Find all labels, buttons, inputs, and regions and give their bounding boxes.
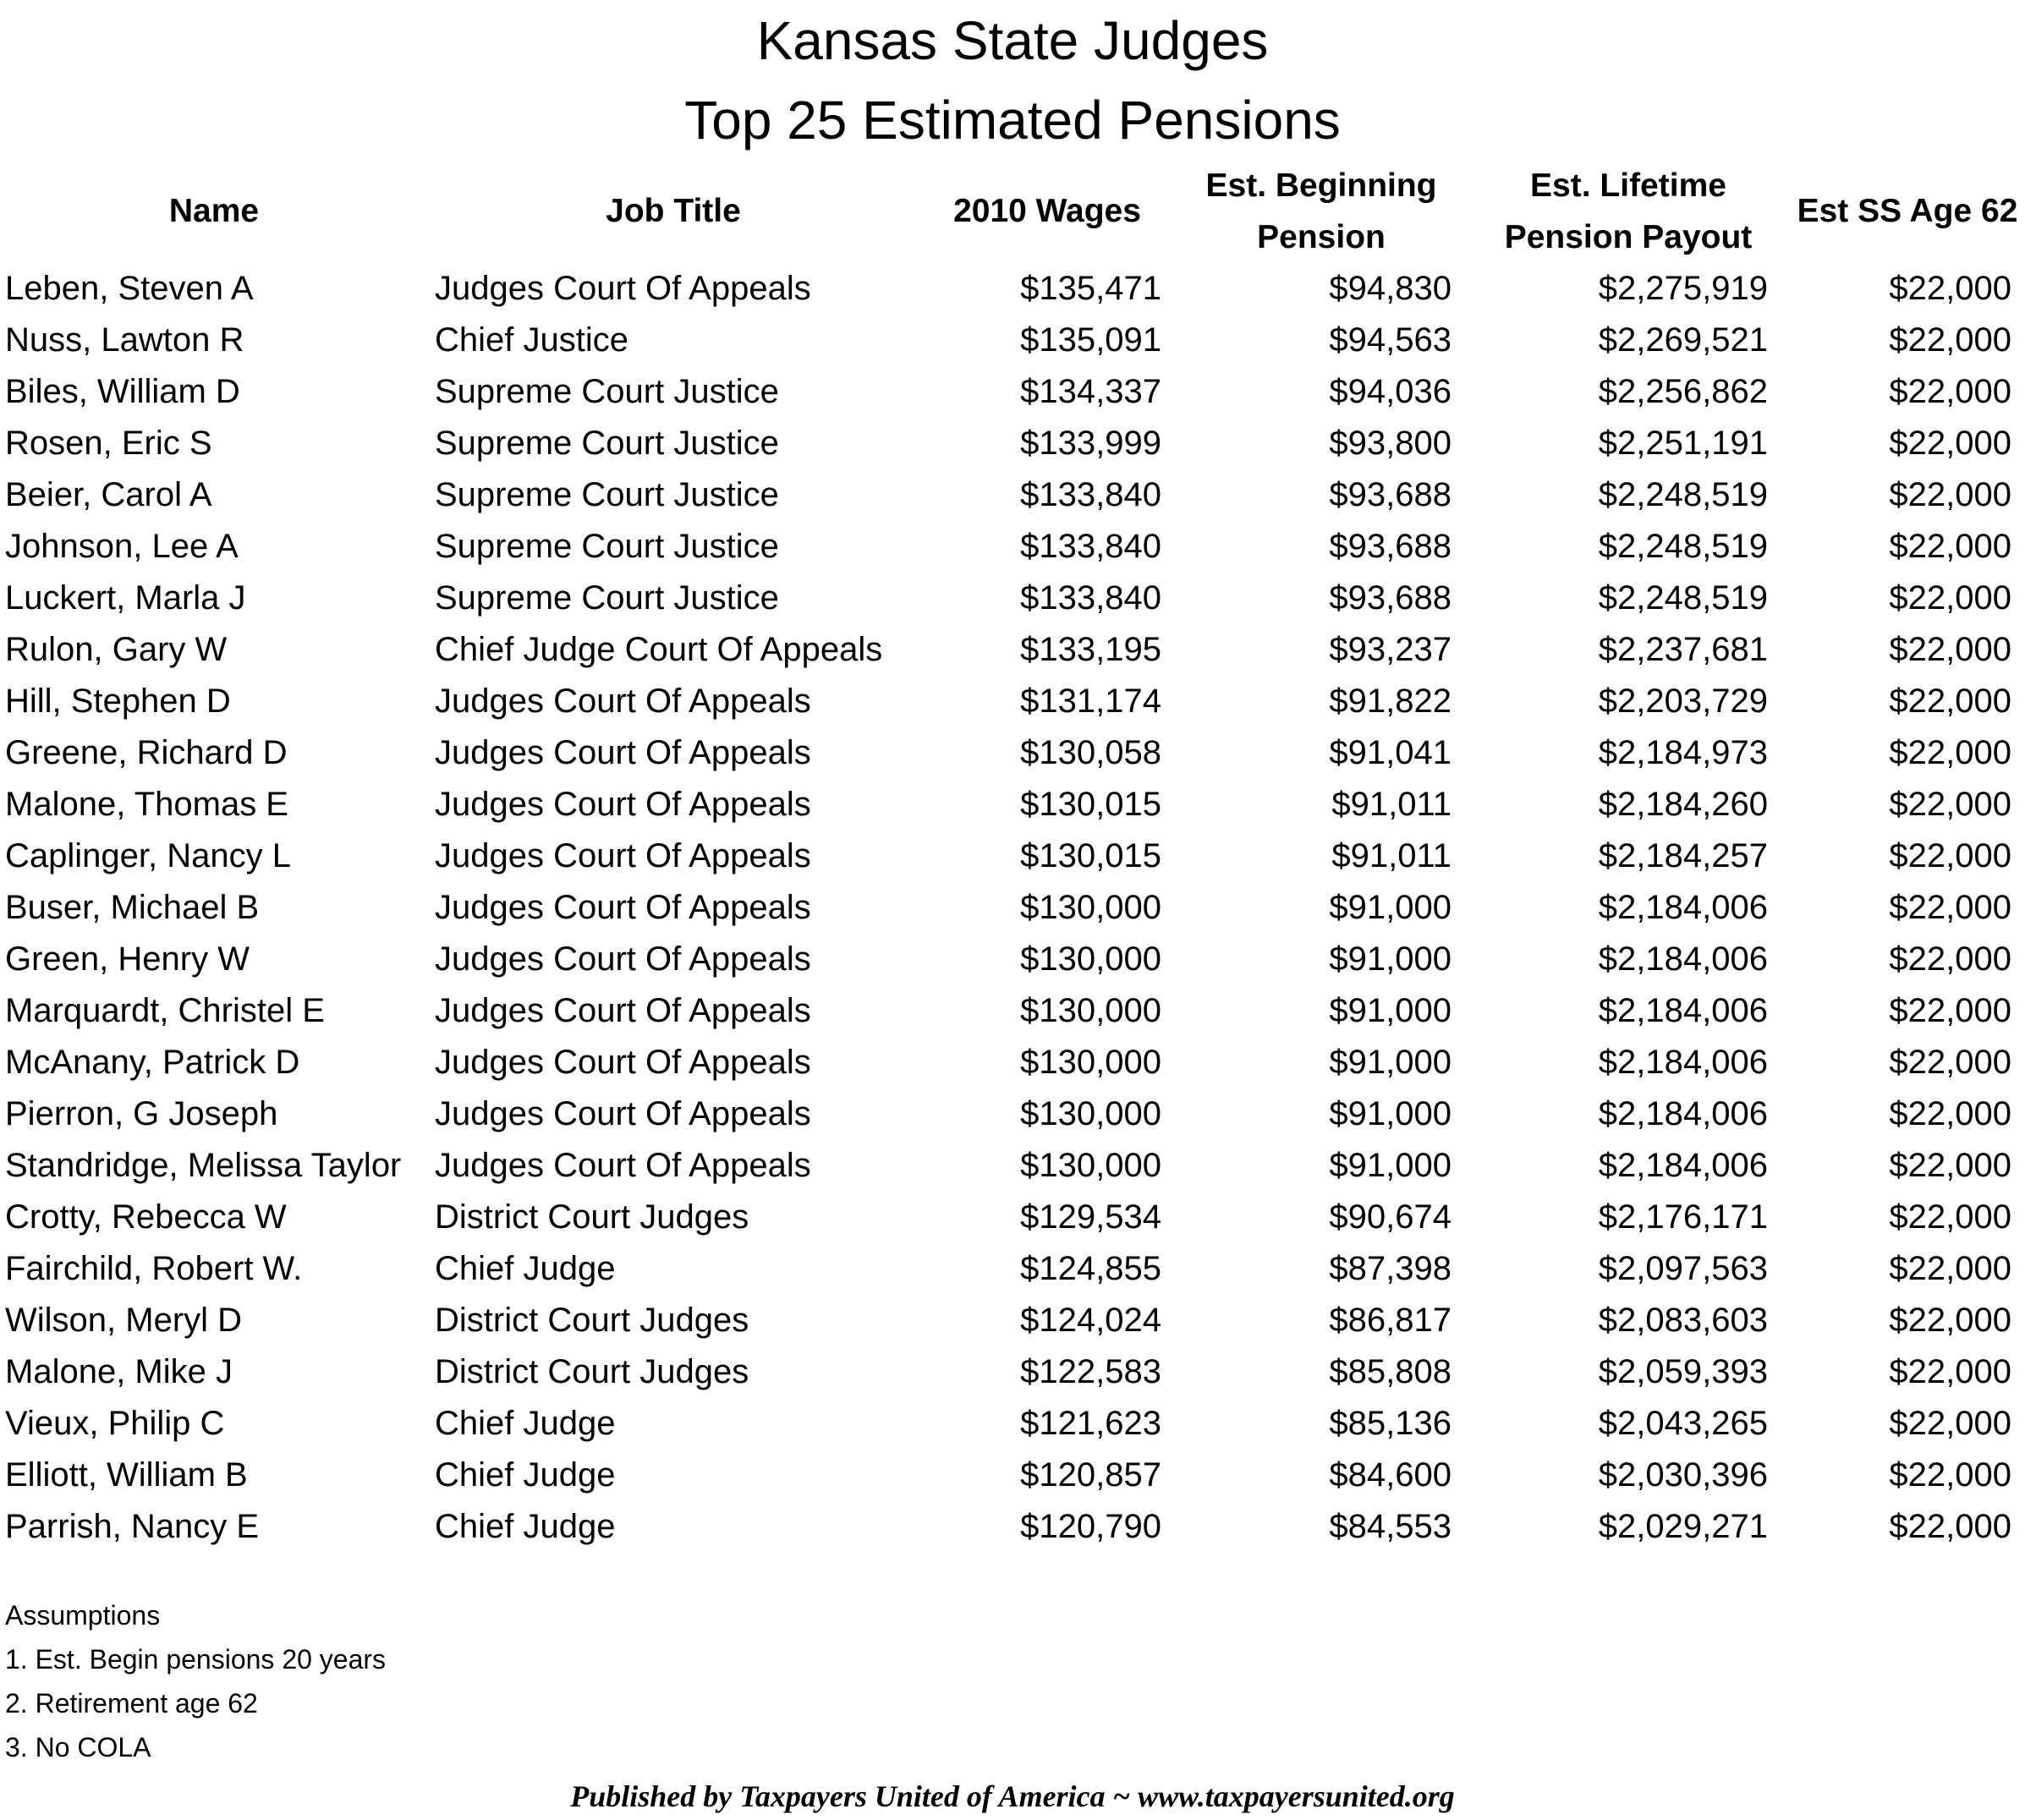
beginning-pension-cell: $90,674 bbox=[1329, 1198, 1452, 1236]
ss-age-cell: $22,000 bbox=[1889, 1095, 2011, 1132]
lifetime-payout-cell: $2,176,171 bbox=[1598, 1198, 1768, 1236]
wages-cell: $122,583 bbox=[1020, 1353, 1161, 1390]
beginning-pension-cell: $91,000 bbox=[1329, 1095, 1452, 1132]
lifetime-payout-cell: $2,059,393 bbox=[1598, 1353, 1768, 1390]
ss-age-cell: $22,000 bbox=[1889, 1044, 2011, 1081]
job-title-cell: Chief Justice bbox=[435, 321, 628, 359]
job-title-cell: Judges Court Of Appeals bbox=[435, 889, 811, 926]
ss-age-cell: $22,000 bbox=[1889, 528, 2011, 565]
ss-age-cell: $22,000 bbox=[1889, 889, 2011, 926]
wages-cell: $124,855 bbox=[1020, 1250, 1161, 1287]
beginning-pension-cell: $93,800 bbox=[1329, 425, 1452, 462]
ss-age-cell: $22,000 bbox=[1889, 1405, 2011, 1442]
job-title-cell: Judges Court Of Appeals bbox=[435, 1147, 811, 1184]
lifetime-payout-cell: $2,184,006 bbox=[1598, 940, 1768, 978]
beginning-pension-cell: $93,688 bbox=[1329, 579, 1452, 617]
lifetime-payout-cell: $2,184,006 bbox=[1598, 889, 1768, 926]
lifetime-payout-cell: $2,237,681 bbox=[1598, 631, 1768, 668]
lifetime-payout-cell: $2,248,519 bbox=[1598, 579, 1768, 617]
beginning-pension-cell: $93,237 bbox=[1329, 631, 1452, 668]
name-cell: Caplinger, Nancy L bbox=[5, 837, 291, 874]
beginning-pension-cell: $91,000 bbox=[1329, 1044, 1452, 1081]
name-cell: Malone, Mike J bbox=[5, 1353, 233, 1390]
name-cell: Luckert, Marla J bbox=[5, 579, 246, 617]
lifetime-payout-cell: $2,097,563 bbox=[1598, 1250, 1768, 1287]
name-cell: Parrish, Nancy E bbox=[5, 1508, 260, 1545]
name-cell: Rulon, Gary W bbox=[5, 631, 228, 668]
name-cell: Vieux, Philip C bbox=[5, 1405, 225, 1442]
ss-age-cell: $22,000 bbox=[1889, 1198, 2011, 1236]
wages-column-header: 2010 Wages bbox=[953, 193, 1141, 229]
lifetime-payout-cell: $2,184,973 bbox=[1598, 734, 1768, 771]
job-title-cell: Judges Court Of Appeals bbox=[435, 682, 811, 720]
beginning-pension-cell: $91,822 bbox=[1329, 682, 1452, 720]
beginning-pension-cell: $84,600 bbox=[1329, 1456, 1452, 1494]
beginning-pension-column-header: Pension bbox=[1257, 219, 1386, 255]
ss-age-cell: $22,000 bbox=[1889, 476, 2011, 513]
ss-age-cell: $22,000 bbox=[1889, 734, 2011, 771]
wages-cell: $133,840 bbox=[1020, 476, 1161, 513]
assumption-item: 3. No COLA bbox=[5, 1732, 151, 1762]
beginning-pension-column-header: Est. Beginning bbox=[1205, 167, 1437, 204]
publisher-footer: Published by Taxpayers United of America ~ www.taxpayersunited.org bbox=[570, 1779, 1455, 1813]
beginning-pension-cell: $85,136 bbox=[1329, 1405, 1452, 1442]
job-title-cell: Chief Judge bbox=[435, 1405, 616, 1442]
beginning-pension-cell: $91,000 bbox=[1329, 940, 1452, 978]
ss-age-cell: $22,000 bbox=[1889, 1147, 2011, 1184]
lifetime-payout-cell: $2,083,603 bbox=[1598, 1302, 1768, 1339]
lifetime-payout-column-header: Est. Lifetime bbox=[1530, 167, 1726, 204]
name-cell: Standridge, Melissa Taylor bbox=[5, 1147, 402, 1184]
beginning-pension-cell: $91,011 bbox=[1331, 837, 1452, 874]
name-cell: McAnany, Patrick D bbox=[5, 1044, 300, 1081]
wages-cell: $133,999 bbox=[1020, 425, 1161, 462]
lifetime-payout-cell: $2,184,006 bbox=[1598, 1095, 1768, 1132]
beginning-pension-cell: $91,000 bbox=[1329, 889, 1452, 926]
job-title-cell: Judges Court Of Appeals bbox=[435, 1095, 811, 1132]
job-title-cell: Chief Judge bbox=[435, 1250, 616, 1287]
lifetime-payout-cell: $2,184,257 bbox=[1598, 837, 1768, 874]
ss-age-cell: $22,000 bbox=[1889, 682, 2011, 720]
ss-age-cell: $22,000 bbox=[1889, 270, 2011, 307]
wages-cell: $130,058 bbox=[1020, 734, 1161, 771]
wages-cell: $130,000 bbox=[1020, 1044, 1161, 1081]
name-cell: Marquardt, Christel E bbox=[5, 992, 325, 1029]
beginning-pension-cell: $94,830 bbox=[1329, 270, 1452, 307]
job-title-cell: Supreme Court Justice bbox=[435, 425, 779, 462]
name-cell: Crotty, Rebecca W bbox=[5, 1198, 287, 1236]
wages-cell: $133,195 bbox=[1020, 631, 1161, 668]
lifetime-payout-cell: $2,184,006 bbox=[1598, 1147, 1768, 1184]
page-subtitle: Top 25 Estimated Pensions bbox=[684, 90, 1341, 151]
beginning-pension-cell: $94,563 bbox=[1329, 321, 1452, 359]
ss-age-cell: $22,000 bbox=[1889, 992, 2011, 1029]
job-title-cell: District Court Judges bbox=[435, 1302, 749, 1339]
ss-age-cell: $22,000 bbox=[1889, 373, 2011, 410]
wages-cell: $134,337 bbox=[1020, 373, 1161, 410]
wages-cell: $133,840 bbox=[1020, 579, 1161, 617]
name-cell: Rosen, Eric S bbox=[5, 425, 212, 462]
assumption-item: 1. Est. Begin pensions 20 years bbox=[5, 1644, 387, 1675]
ss-age-cell: $22,000 bbox=[1889, 579, 2011, 617]
wages-cell: $120,790 bbox=[1020, 1508, 1161, 1545]
ss-age-cell: $22,000 bbox=[1889, 1250, 2011, 1287]
wages-cell: $130,000 bbox=[1020, 940, 1161, 978]
job-title-cell: Judges Court Of Appeals bbox=[435, 734, 811, 771]
ss-age-cell: $22,000 bbox=[1889, 1508, 2011, 1545]
job-title-cell: Chief Judge bbox=[435, 1508, 616, 1545]
job-title-cell: Chief Judge bbox=[435, 1456, 616, 1494]
job-title-cell: Judges Court Of Appeals bbox=[435, 992, 811, 1029]
lifetime-payout-cell: $2,184,006 bbox=[1598, 1044, 1768, 1081]
wages-cell: $120,857 bbox=[1020, 1456, 1161, 1494]
beginning-pension-cell: $85,808 bbox=[1329, 1353, 1452, 1390]
name-cell: Malone, Thomas E bbox=[5, 786, 288, 823]
job-title-cell: Supreme Court Justice bbox=[435, 373, 779, 410]
wages-cell: $130,000 bbox=[1020, 1095, 1161, 1132]
beginning-pension-cell: $91,041 bbox=[1329, 734, 1452, 771]
ss-age-cell: $22,000 bbox=[1889, 786, 2011, 823]
wages-cell: $130,000 bbox=[1020, 992, 1161, 1029]
job-title-cell: District Court Judges bbox=[435, 1198, 749, 1236]
wages-cell: $130,000 bbox=[1020, 889, 1161, 926]
name-column-header: Name bbox=[168, 193, 260, 229]
name-cell: Fairchild, Robert W. bbox=[5, 1250, 303, 1287]
job-title-cell: Chief Judge Court Of Appeals bbox=[435, 631, 883, 668]
job-title-cell: Supreme Court Justice bbox=[435, 528, 779, 565]
name-cell: Beier, Carol A bbox=[5, 476, 212, 513]
lifetime-payout-column-header: Pension Payout bbox=[1504, 219, 1753, 255]
beginning-pension-cell: $94,036 bbox=[1329, 373, 1452, 410]
wages-cell: $135,471 bbox=[1020, 270, 1161, 307]
wages-cell: $131,174 bbox=[1020, 682, 1161, 720]
ss-age-column-header: Est SS Age 62 bbox=[1797, 193, 2018, 229]
lifetime-payout-cell: $2,184,260 bbox=[1598, 786, 1768, 823]
lifetime-payout-cell: $2,269,521 bbox=[1598, 321, 1768, 359]
name-cell: Wilson, Meryl D bbox=[5, 1302, 243, 1339]
lifetime-payout-cell: $2,251,191 bbox=[1598, 425, 1768, 462]
beginning-pension-cell: $84,553 bbox=[1329, 1508, 1452, 1545]
name-cell: Johnson, Lee A bbox=[5, 528, 239, 565]
name-cell: Biles, William D bbox=[5, 373, 240, 410]
lifetime-payout-cell: $2,248,519 bbox=[1598, 476, 1768, 513]
lifetime-payout-cell: $2,203,729 bbox=[1598, 682, 1768, 720]
beginning-pension-cell: $91,000 bbox=[1329, 1147, 1452, 1184]
job-title-cell: Judges Court Of Appeals bbox=[435, 940, 811, 978]
lifetime-payout-cell: $2,256,862 bbox=[1598, 373, 1768, 410]
beginning-pension-cell: $93,688 bbox=[1329, 476, 1452, 513]
wages-cell: $130,015 bbox=[1020, 786, 1161, 823]
lifetime-payout-cell: $2,029,271 bbox=[1598, 1508, 1768, 1545]
assumptions-heading: Assumptions bbox=[5, 1600, 161, 1631]
name-cell: Hill, Stephen D bbox=[5, 682, 231, 720]
wages-cell: $124,024 bbox=[1020, 1302, 1161, 1339]
name-cell: Green, Henry W bbox=[5, 940, 250, 978]
page-title: Kansas State Judges bbox=[756, 10, 1269, 71]
job-title-column-header: Job Title bbox=[606, 193, 741, 229]
job-title-cell: Judges Court Of Appeals bbox=[435, 837, 811, 874]
name-cell: Nuss, Lawton R bbox=[5, 321, 244, 359]
lifetime-payout-cell: $2,248,519 bbox=[1598, 528, 1768, 565]
wages-cell: $135,091 bbox=[1020, 321, 1161, 359]
name-cell: Greene, Richard D bbox=[5, 734, 288, 771]
job-title-cell: District Court Judges bbox=[435, 1353, 749, 1390]
beginning-pension-cell: $91,011 bbox=[1331, 786, 1452, 823]
ss-age-cell: $22,000 bbox=[1889, 940, 2011, 978]
job-title-cell: Supreme Court Justice bbox=[435, 579, 779, 617]
assumption-item: 2. Retirement age 62 bbox=[5, 1688, 258, 1719]
job-title-cell: Supreme Court Justice bbox=[435, 476, 779, 513]
beginning-pension-cell: $87,398 bbox=[1329, 1250, 1452, 1287]
ss-age-cell: $22,000 bbox=[1889, 321, 2011, 359]
job-title-cell: Judges Court Of Appeals bbox=[435, 1044, 811, 1081]
lifetime-payout-cell: $2,043,265 bbox=[1598, 1405, 1768, 1442]
wages-cell: $130,015 bbox=[1020, 837, 1161, 874]
wages-cell: $121,623 bbox=[1020, 1405, 1161, 1442]
name-cell: Pierron, G Joseph bbox=[5, 1095, 278, 1132]
name-cell: Buser, Michael B bbox=[5, 889, 260, 926]
ss-age-cell: $22,000 bbox=[1889, 837, 2011, 874]
ss-age-cell: $22,000 bbox=[1889, 1302, 2011, 1339]
lifetime-payout-cell: $2,030,396 bbox=[1598, 1456, 1768, 1494]
ss-age-cell: $22,000 bbox=[1889, 1353, 2011, 1390]
beginning-pension-cell: $93,688 bbox=[1329, 528, 1452, 565]
ss-age-cell: $22,000 bbox=[1889, 425, 2011, 462]
ss-age-cell: $22,000 bbox=[1889, 1456, 2011, 1494]
wages-cell: $133,840 bbox=[1020, 528, 1161, 565]
job-title-cell: Judges Court Of Appeals bbox=[435, 786, 811, 823]
job-title-cell: Judges Court Of Appeals bbox=[435, 270, 811, 307]
name-cell: Leben, Steven A bbox=[5, 270, 254, 307]
ss-age-cell: $22,000 bbox=[1889, 631, 2011, 668]
wages-cell: $130,000 bbox=[1020, 1147, 1161, 1184]
beginning-pension-cell: $86,817 bbox=[1329, 1302, 1452, 1339]
beginning-pension-cell: $91,000 bbox=[1329, 992, 1452, 1029]
wages-cell: $129,534 bbox=[1020, 1198, 1161, 1236]
lifetime-payout-cell: $2,275,919 bbox=[1598, 270, 1768, 307]
name-cell: Elliott, William B bbox=[5, 1456, 248, 1494]
lifetime-payout-cell: $2,184,006 bbox=[1598, 992, 1768, 1029]
